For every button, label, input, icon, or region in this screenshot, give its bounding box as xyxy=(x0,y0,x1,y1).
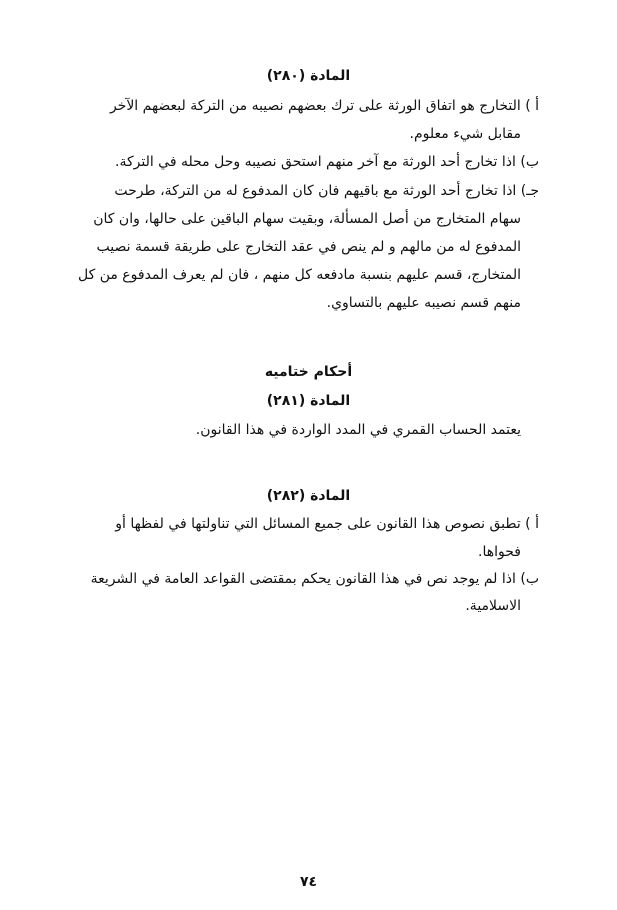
page-number: ٧٤ xyxy=(299,874,318,890)
heading-article-281: المادة (٢٨١) xyxy=(266,393,351,409)
article-280-a-line1: أ ) التخارج هو اتفاق الورثة على ترك بعضهم نصيبه من التركة لبعضهم الآخر xyxy=(109,98,539,114)
article-280-j-line3: المدفوع له من مالهم و لم ينص في عقد التخارج على طريقة قسمة نصيب xyxy=(96,239,521,255)
article-282-a-line1: أ ) تطبق نصوص هذا القانون على جميع المسائل التي تناولتها في لفظها أو xyxy=(115,516,539,532)
article-280-a-line2: مقابل شيء معلوم. xyxy=(409,126,521,142)
article-280-j-line2: سهام المتخارج من أصل المسألة، وبقيت سهام الباقين على حالها، وان كان xyxy=(93,211,521,227)
heading-article-280: المادة (٢٨٠) xyxy=(266,68,351,84)
article-282-b-line2: الاسلامية. xyxy=(465,598,521,614)
article-282-b-line1: ب) اذا لم يوجد نص في هذا القانون يحكم بمقتضى القواعد العامة في الشريعة xyxy=(90,571,539,587)
article-281-text: يعتمد الحساب القمري في المدد الواردة في هذا القانون. xyxy=(195,422,521,438)
heading-article-282: المادة (٢٨٢) xyxy=(266,488,351,504)
article-280-j-line1: جـ) اذا تخارج أحد الورثة مع باقيهم فان كان المدفوع له من التركة، طرحت xyxy=(114,183,539,199)
article-280-j-line5: منهم قسم نصيبه عليهم بالتساوي. xyxy=(326,295,521,311)
article-280-b-line1: ب) اذا تخارج أحد الورثة مع آخر منهم استحق نصيبه وحل محله في التركة. xyxy=(115,154,539,170)
section-title: أحكام ختاميه xyxy=(264,364,353,380)
article-280-j-line4: المتخارج، قسم عليهم بنسبة مادفعه كل منهم ، فان لم يعرف المدفوع من كل xyxy=(77,267,521,283)
article-282-a-line2: فحواها. xyxy=(478,544,521,560)
